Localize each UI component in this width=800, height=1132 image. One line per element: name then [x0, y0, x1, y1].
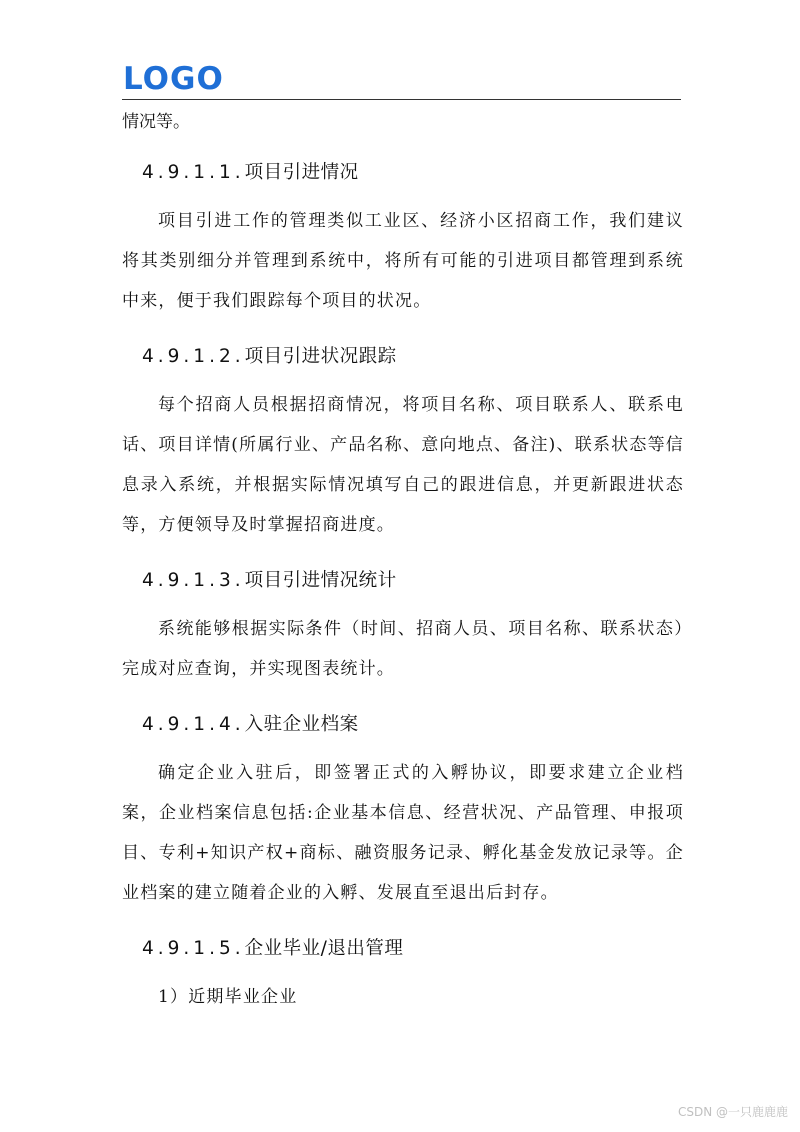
section-number: 4.9.1.2.: [142, 346, 245, 367]
section-number: 4.9.1.4.: [142, 714, 245, 735]
section-heading-4-9-1-2: [142, 343, 684, 371]
section-number: 4.9.1.1.: [142, 162, 245, 183]
section-paragraph: 每个招商人员根据招商情况，将项目名称、项目联系人、联系电话、项目详情(所属行业、产品名称、意向地点、备注)、联系状态等信息录入系统，并根据实际情况填写自己的跟进信息，并更新跟进状态等，方便领导及时掌握招商进度。: [122, 395, 684, 535]
section-title: 入驻企业档案: [244, 714, 359, 735]
section-title: 项目引进情况: [244, 162, 359, 183]
intro-text: 情况等。: [122, 112, 190, 132]
watermark-text: CSDN @一只鹿鹿鹿: [677, 1105, 788, 1119]
document-body: [122, 100, 684, 1017]
company-logo: LOGO: [123, 61, 224, 97]
list-item: 1）近期毕业企业: [158, 987, 298, 1007]
section-heading-4-9-1-1: [142, 159, 684, 187]
section-heading-4-9-1-5: [142, 935, 684, 963]
section-title: 项目引进状况跟踪: [244, 346, 397, 367]
section-heading-4-9-1-3: [142, 567, 684, 595]
section-heading-4-9-1-4: [142, 711, 684, 739]
section-paragraph: 系统能够根据实际条件（时间、招商人员、项目名称、联系状态）完成对应查询，并实现图表统计。: [122, 619, 684, 679]
section-title: 项目引进情况统计: [244, 570, 397, 591]
section-paragraph: 确定企业入驻后，即签署正式的入孵协议，即要求建立企业档案，企业档案信息包括:企业基本信息、经营状况、产品管理、申报项目、专利+知识产权+商标、融资服务记录、孵化基金发放记录等。企业档案的建立随着企业的入孵、发展直至退出后封存。: [122, 763, 684, 903]
section-number: 4.9.1.5.: [142, 938, 245, 959]
section-paragraph: 项目引进工作的管理类似工业区、经济小区招商工作，我们建议将其类别细分并管理到系统中，将所有可能的引进项目都管理到系统中来，便于我们跟踪每个项目的状况。: [122, 211, 684, 311]
section-number: 4.9.1.3.: [142, 570, 245, 591]
section-title: 企业毕业/退出管理: [244, 938, 404, 959]
